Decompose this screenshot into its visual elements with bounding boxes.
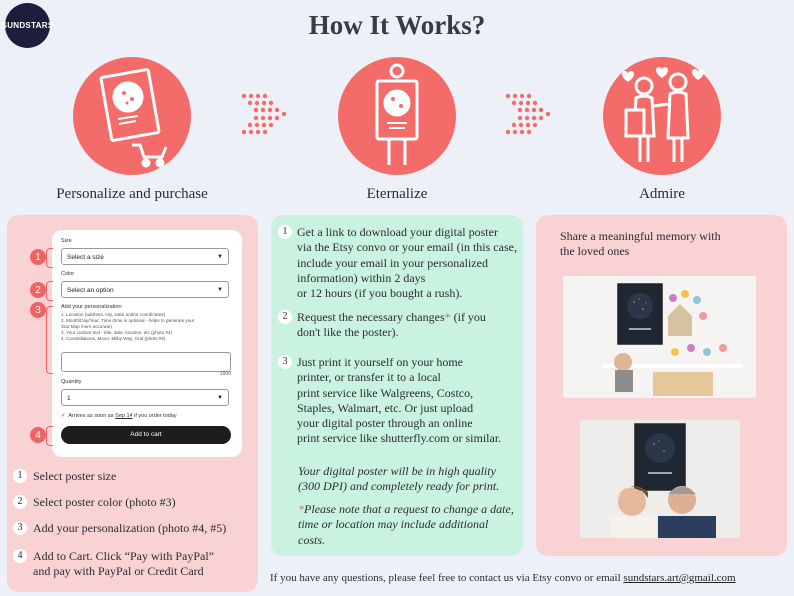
chevron-down-icon: ▼ <box>217 254 223 260</box>
couple-photo <box>580 420 740 538</box>
text-line: print service like shutterfly.com or similar. <box>297 431 502 446</box>
couple-photo-illustration <box>580 420 740 538</box>
step-number: 2 <box>278 310 292 324</box>
nursery-photo <box>563 276 756 398</box>
check-icon: ✓ <box>61 413 66 419</box>
instruction-line: 1. Location (address, city, state and/or coordinates) <box>61 312 166 317</box>
text-line: or 12 hours (if you bought a rush). <box>297 286 463 301</box>
footer-contact <box>270 572 736 584</box>
text-line: don't like the poster). <box>297 325 399 340</box>
text-line: your digital poster through an online <box>297 416 473 431</box>
change-note <box>298 502 538 548</box>
bracket-1 <box>46 248 53 268</box>
color-select[interactable] <box>61 281 229 298</box>
middle-item-2 <box>280 310 520 341</box>
badge-2: 2 <box>30 282 46 298</box>
badge-4: 4 <box>30 427 46 443</box>
person-holding-poster-icon <box>357 61 437 171</box>
quality-note <box>298 464 538 495</box>
step-text: Select poster size <box>33 469 117 483</box>
size-select[interactable] <box>61 248 229 265</box>
quantity-select-value: 1 <box>67 395 71 402</box>
instruction-line: Star Map more accurate) <box>61 324 112 329</box>
step-label-2: Eternalize <box>366 186 428 202</box>
poster-cart-icon <box>92 61 172 171</box>
text-line: Just print it yourself on your home <box>297 355 463 369</box>
quantity-label: Quantity <box>61 379 82 385</box>
middle-item-1 <box>280 225 520 301</box>
text-line: Request the necessary changes <box>297 310 445 324</box>
text-line: (300 DPI) and completely ready for print. <box>298 479 500 494</box>
dotted-arrow-icon <box>504 92 556 136</box>
step-circle-eternalize <box>338 57 456 175</box>
step-text: Select poster color (photo #3) <box>33 495 176 509</box>
arrival-info <box>61 413 177 419</box>
color-label: Color <box>61 271 75 277</box>
step-circle-personalize <box>73 57 191 175</box>
nursery-photo-illustration <box>563 276 756 398</box>
step-number: 3 <box>13 521 27 535</box>
couple-with-poster-icon <box>614 66 710 166</box>
quantity-select[interactable] <box>61 389 229 406</box>
text-line: print service like Walgreens, Costco, <box>297 385 474 400</box>
bracket-3 <box>46 306 53 374</box>
asterisk: * <box>298 502 304 516</box>
personalization-textarea[interactable] <box>61 352 231 372</box>
step-number: 1 <box>278 225 292 239</box>
step-number: 3 <box>278 355 292 369</box>
bracket-2 <box>46 281 53 301</box>
text-line: Share a meaningful memory with <box>560 229 721 243</box>
contact-email-link[interactable]: sundstars.art@gmail.com <box>623 572 736 584</box>
chevron-down-icon: ▼ <box>217 287 223 293</box>
color-select-value: Select an option <box>67 287 114 294</box>
step-circle-admire <box>603 57 721 175</box>
text-line: time or location may include additional <box>298 517 489 532</box>
footer-text: If you have any questions, please feel free to contact us via Etsy convo or email <box>270 572 624 584</box>
text-line: Staples, Walmart, etc. Or just upload <box>297 400 474 415</box>
text-line: Your digital poster will be in high quality <box>298 464 496 478</box>
add-to-cart-button[interactable]: Add to cart <box>61 426 231 444</box>
chevron-down-icon: ▼ <box>217 395 223 401</box>
text-line: include your email in your personalized <box>297 255 488 270</box>
instruction-line: 4. Constellations, Moon, Milky Way, Grid (photo #5) <box>61 336 166 341</box>
text-line: (if you <box>450 310 486 324</box>
left-step-4 <box>13 549 214 579</box>
text-line: information) within 2 days <box>297 270 426 285</box>
asterisk: * <box>444 310 451 324</box>
text-line: Please note that a request to change a date, <box>304 502 514 516</box>
order-form-mockup <box>52 230 242 457</box>
step-number: 2 <box>13 495 27 509</box>
logo-text: SUNDSTARS <box>1 21 54 30</box>
page-title: How It Works? <box>308 10 486 40</box>
text-line: printer, or transfer it to a local <box>297 370 441 385</box>
dotted-arrow-icon <box>240 92 292 136</box>
text-line: costs. <box>298 532 325 547</box>
step-text: Add to Cart. Click “Pay with PayPal” <box>33 549 214 563</box>
arrives-prefix: Arrives as soon as <box>68 413 114 419</box>
left-step-3 <box>13 521 226 536</box>
personalization-instructions <box>61 312 236 342</box>
step-number: 4 <box>13 549 27 563</box>
instruction-line: 2. Month/Day/Year, Time (time is optional - helps to generate your <box>61 318 195 323</box>
size-label: Size <box>61 238 72 244</box>
share-memory-text <box>560 229 721 259</box>
instruction-line: 3. Your custom text - title, date, location, etc (photo #4) <box>61 330 173 335</box>
size-select-value: Select a size <box>67 254 104 261</box>
left-step-2 <box>13 495 176 510</box>
step-number: 1 <box>13 469 27 483</box>
text-line: the loved ones <box>560 244 630 258</box>
char-count: 1000 <box>219 371 231 377</box>
arrives-suffix: if you order today <box>134 413 177 419</box>
arrives-date: Sep 14 <box>115 413 133 419</box>
middle-item-3 <box>280 355 520 447</box>
step-label-3: Admire <box>639 186 685 202</box>
badge-1: 1 <box>30 249 46 265</box>
badge-3: 3 <box>30 302 46 318</box>
left-step-1 <box>13 469 116 484</box>
bracket-4 <box>46 426 53 446</box>
step-text: Add your personalization (photo #4, #5) <box>33 521 227 535</box>
text-line: Get a link to download your digital poster <box>297 225 498 239</box>
step-text-line2: and pay with PayPal or Credit Card <box>33 564 204 578</box>
personalization-label: Add your personalization <box>61 304 122 310</box>
step-label-1: Personalize and purchase <box>56 186 208 202</box>
text-line: via the Etsy convo or your email (in this case, <box>297 240 517 255</box>
